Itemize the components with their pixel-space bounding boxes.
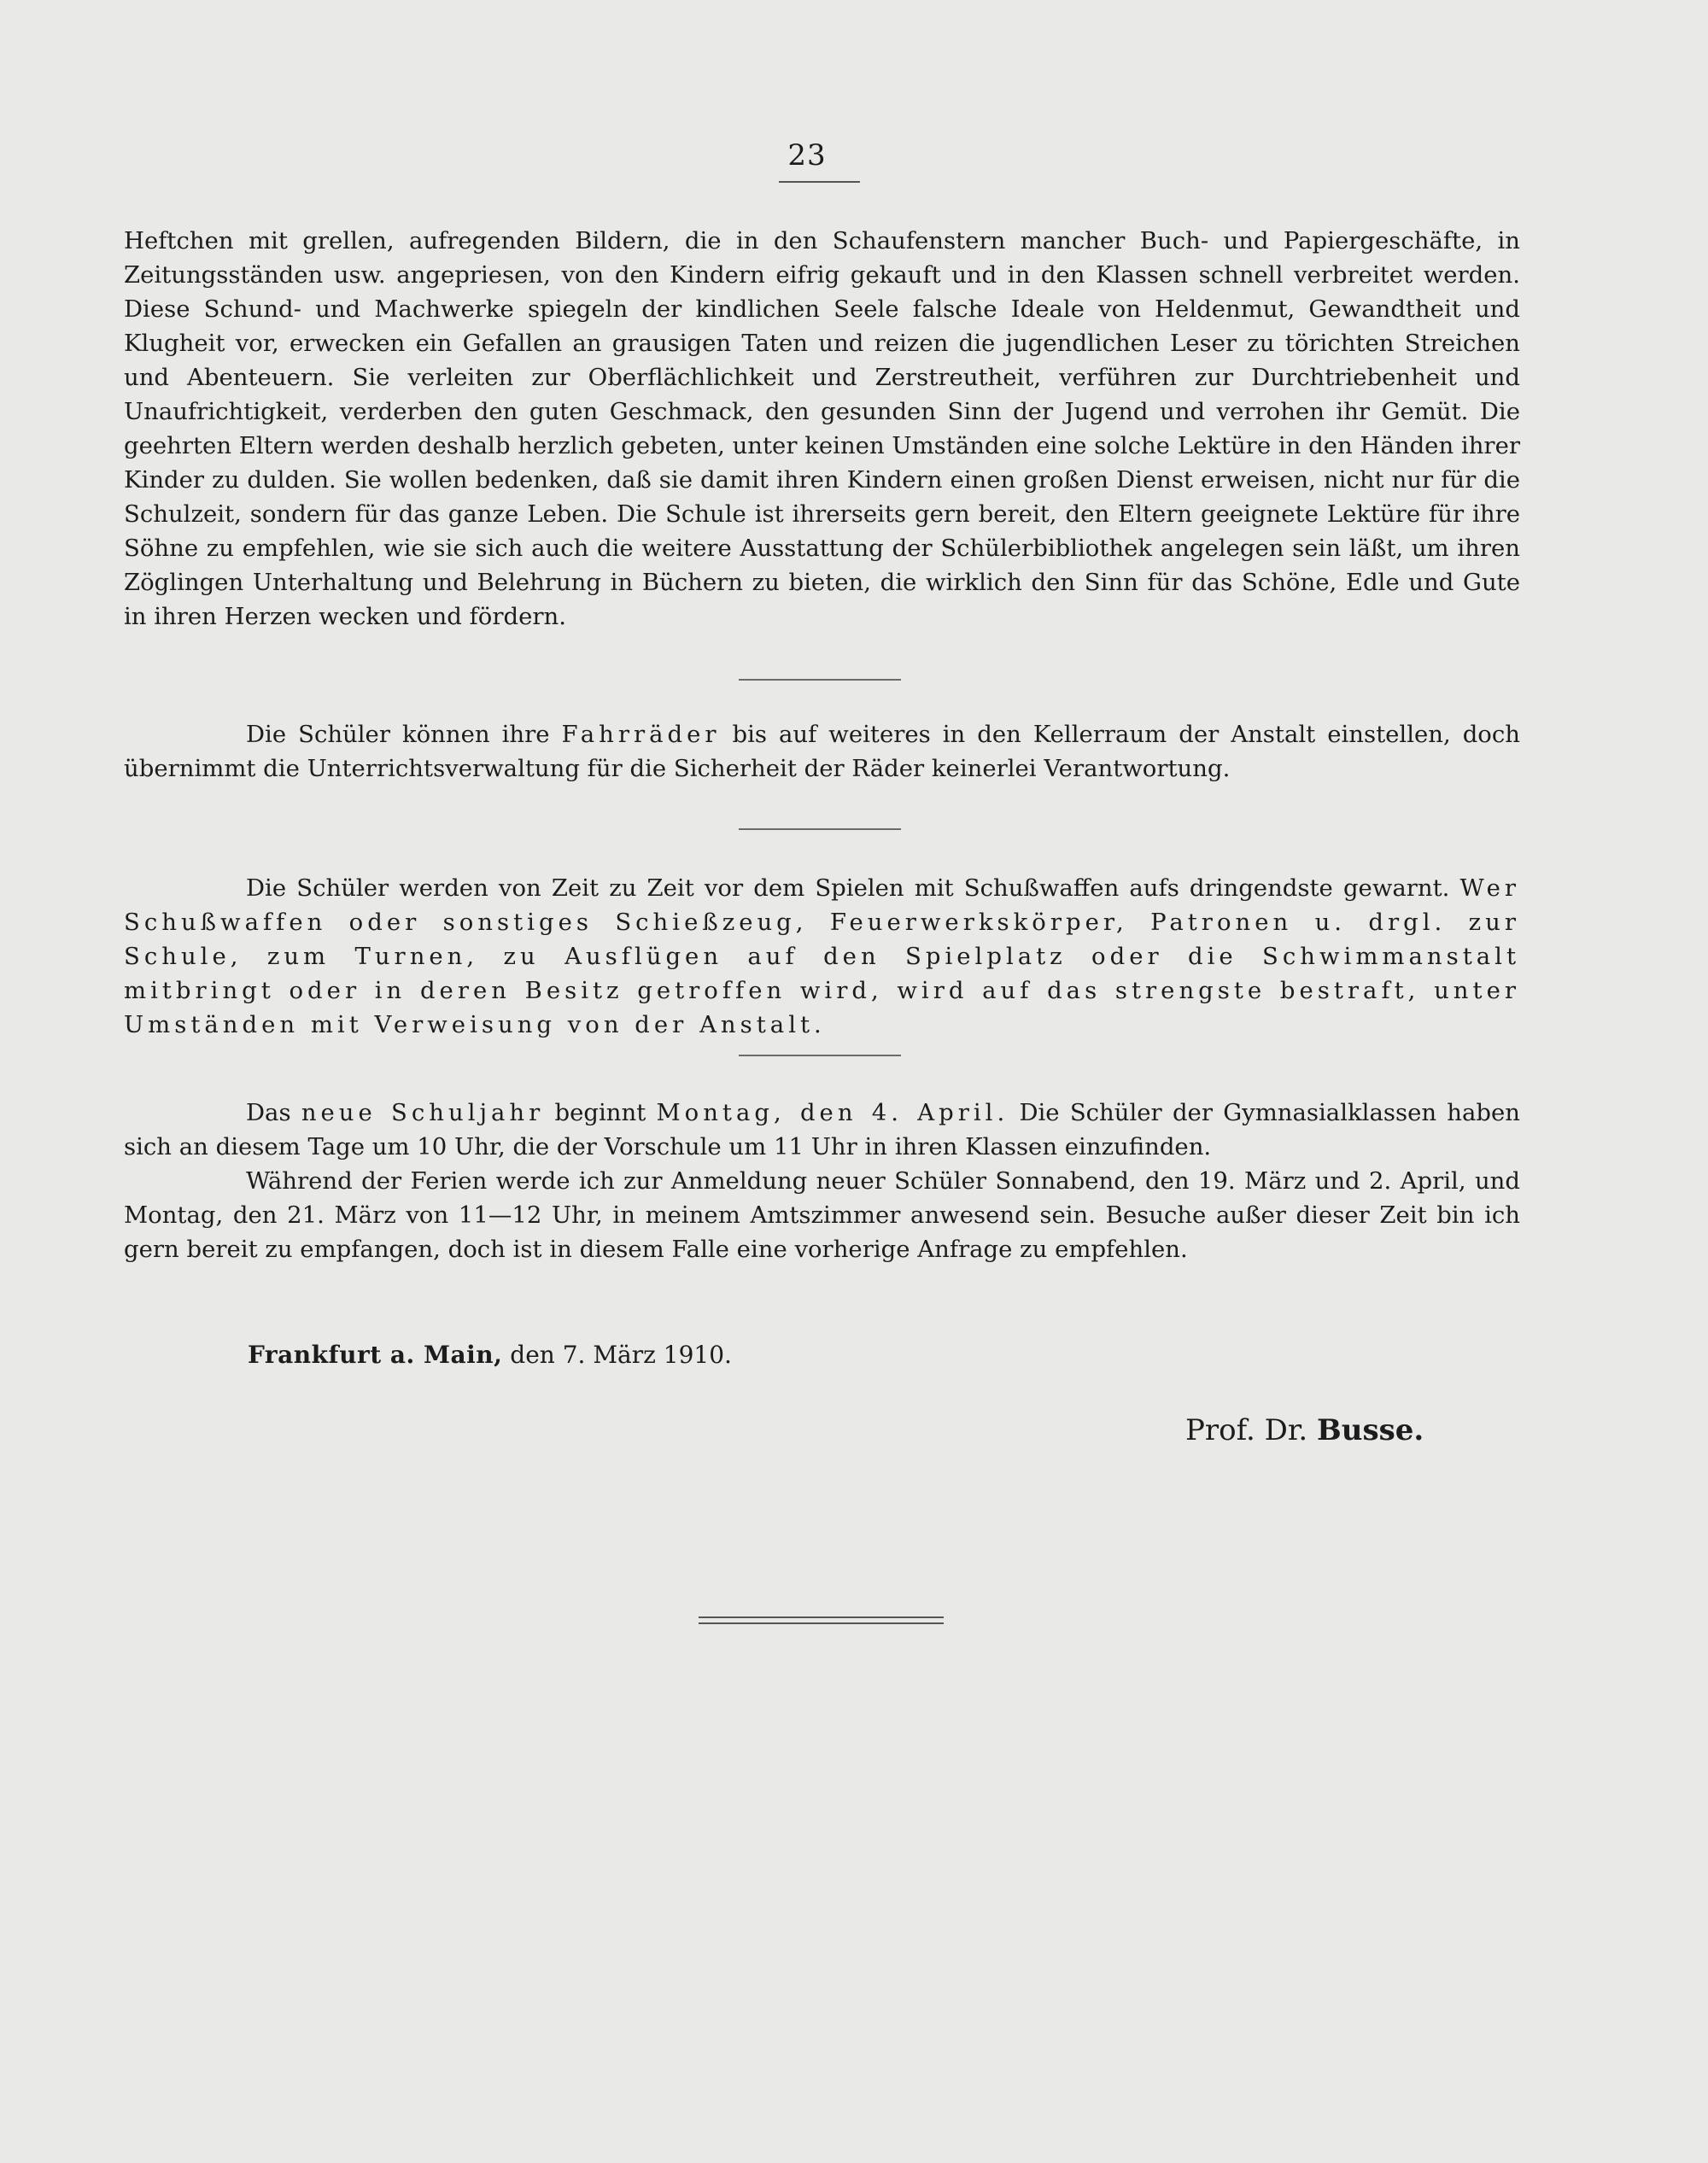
paragraph-reading-warning <box>124 224 1520 634</box>
signature <box>1185 1413 1424 1447</box>
page-number-underline <box>779 181 860 183</box>
paragraph-2-emphasis: Fahrräder <box>561 721 721 748</box>
paragraph-3-before: Die Schüler werden von Zeit zu Zeit vor dem Spielen mit Schußwaffen aufs dringendste gewarnt. <box>246 874 1460 902</box>
signature-title: Prof. Dr. <box>1185 1413 1317 1447</box>
paragraph-bicycles <box>124 717 1520 786</box>
dateline-place: Frankfurt a. Main, <box>248 1341 503 1369</box>
paragraph-5-text: Während der Ferien werde ich zur Anmeldung neuer Schüler Sonnabend, den 19. März und 2. April, und Montag, den 21. März von 11—12 Uhr, in meinem Amtszimmer anwesend sein. Besuche außer dieser Zeit bin ich gern bereit zu empfangen, doch ist in diesem Falle eine vorherige Anfrage zu empfehlen. <box>124 1167 1520 1263</box>
section-separator-1 <box>739 679 901 681</box>
paragraph-4-text <box>124 1096 1520 1164</box>
paragraph-2-text <box>124 717 1520 786</box>
end-rule-top <box>699 1616 944 1618</box>
paragraph-3-emphasis: Wer Schußwaffen oder sonstiges Schießzeug, Feuerwerkskörper, Patronen u. drgl. zur Schule, zum Turnen, zu Ausflügen auf den Spielplatz oder die Schwimmanstalt mitbringt oder in deren Besitz getroffen wird, wird auf das strengste bestraft, unter Umständen mit Verweisung von der Anstalt. <box>124 874 1520 1038</box>
paragraph-4-part1: Das <box>246 1099 301 1126</box>
paragraph-1-text: Heftchen mit grellen, aufregenden Bildern, die in den Schaufenstern mancher Buch- und Papiergeschäfte, in Zeitungsständen usw. angepriesen, von den Kindern eifrig gekauft und in den Klassen schnell verbreitet werden. Diese Schund- und Machwerke spiegeln der kindlichen Seele falsche Ideale von Heldenmut, Gewandtheit und Klugheit vor, erwecken ein Gefallen an grausigen Taten und reizen die jugendlichen Leser zu törichten Streichen und Abenteuern. Sie verleiten zur Oberflächlichkeit und Zerstreutheit, verführen zur Durchtriebenheit und Unaufrichtigkeit, verderben den guten Geschmack, den gesunden Sinn der Jugend und verrohen ihr Gemüt. Die geehrten Eltern werden deshalb herzlich gebeten, unter keinen Umständen eine solche Lektüre in den Händen ihrer Kinder zu dulden. Sie wollen bedenken, daß sie damit ihren Kindern einen großen Dienst erweisen, nicht nur für die Schulzeit, sondern für das ganze Leben. Die Schule ist ihrerseits gern bereit, den Eltern geeignete Lektüre für ihre Söhne zu empfehlen, wie sie sich auch die weitere Ausstattung der Schülerbibliothek angelegen sein läßt, um ihren Zöglingen Unterhaltung und Belehrung in Büchern zu bieten, die wirklich den Sinn für das Schöne, Edle und Gute in ihren Herzen wecken und fördern. <box>124 227 1520 630</box>
paragraph-4-part2: beginnt <box>544 1099 657 1126</box>
end-rule-bottom <box>699 1622 944 1624</box>
paragraph-3-text <box>124 871 1520 1042</box>
page-number: 23 <box>787 138 827 172</box>
signature-name: Busse. <box>1316 1413 1424 1447</box>
paragraph-2-after: bis auf weiteres in den Kellerraum der Anstalt einstellen, doch übernimmt die Unterrichtsverwaltung für die Sicherheit der Räder keinerlei Verantwortung. <box>124 721 1520 782</box>
paragraph-2-before: Die Schüler können ihre <box>246 721 562 748</box>
paragraph-school-year <box>124 1096 1520 1266</box>
dateline <box>248 1341 732 1369</box>
paragraph-4-part3: Die Schüler der Gymnasialklassen haben sich an diesem Tage um 10 Uhr, die der Vorschule um 11 Uhr in ihren Klassen einzufinden. <box>124 1099 1520 1160</box>
dateline-date: den 7. März 1910. <box>502 1341 732 1369</box>
paragraph-firearms <box>124 871 1520 1042</box>
paragraph-4-emphasis2: Montag, den 4. April. <box>656 1099 1009 1126</box>
section-separator-3 <box>739 1055 901 1056</box>
section-separator-2 <box>739 828 901 830</box>
paragraph-4-emphasis1: neue Schuljahr <box>301 1099 545 1126</box>
